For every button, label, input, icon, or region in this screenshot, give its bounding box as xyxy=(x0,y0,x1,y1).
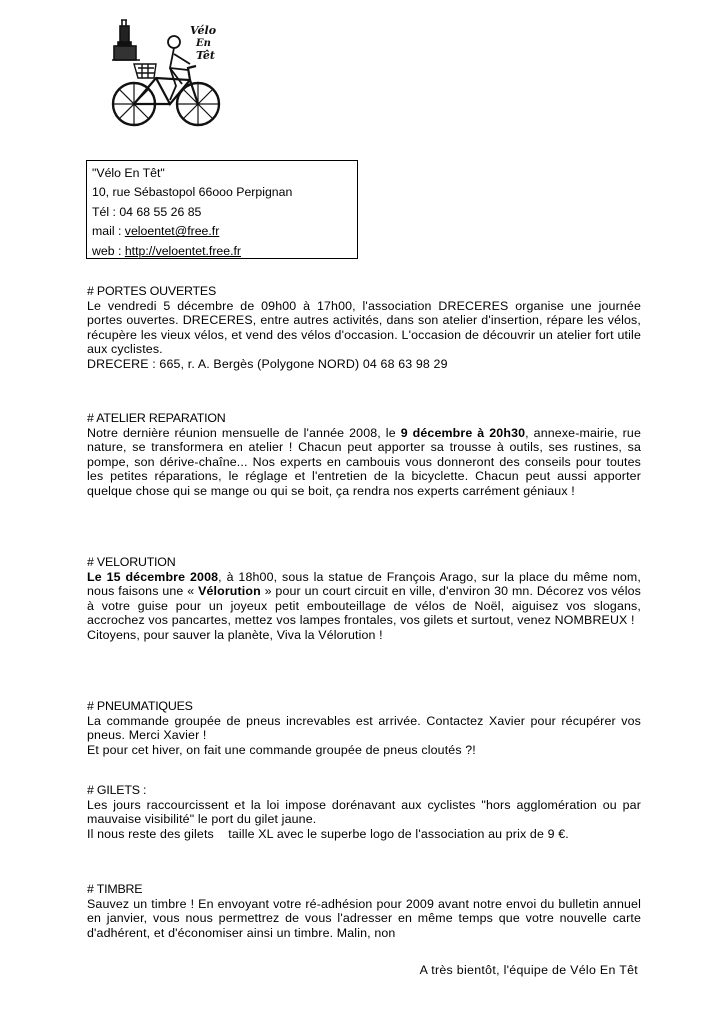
text-run: , à 18h00, sous la statue de François Arago, sur la place du même nom, nous faisons une « xyxy=(87,569,641,599)
date-highlight: 9 décembre à 20h30 xyxy=(400,425,526,440)
section-paragraph: Il nous reste des gilets taille XL avec le superbe logo de l'association au prix de 9 €. xyxy=(87,826,569,841)
section-heading: # ATELIER REPARATION xyxy=(87,411,226,425)
section-paragraph xyxy=(87,570,641,628)
section-heading: # VELORUTION xyxy=(87,555,176,569)
contact-web xyxy=(92,242,357,261)
web-label: web : xyxy=(92,243,125,258)
section-paragraph: Et pour cet hiver, on fait une commande groupée de pneus cloutés ?! xyxy=(87,742,476,757)
section-paragraph: Le vendredi 5 décembre de 09h00 à 17h00, l'association DRECERES organise une journée portes ouvertes. DRECERES, entre autres activités, dans son atelier d'insertion, répare les vélos, récupère les vieux vélos, et vend des vélos d'occasion. L'occasion de découvrir un atelier fort utile aux cyclistes. xyxy=(87,298,641,357)
logo-word-en: En xyxy=(196,38,211,49)
event-name: Vélorution xyxy=(198,584,261,599)
text-run: » pour un court circuit en ville, d'environ 30 mn. Décorez vos vélos à votre guise pour un joyeux petit embouteillage de vélos de Noël, aiguisez vos slogans, accrochez vos pancartes, mettez vos lampes frontales, vos gilets et surtout, venez NOMBREUX ! xyxy=(87,584,641,628)
section-paragraph: La commande groupée de pneus increvables est arrivée. Contactez Xavier pour récupérer vos pneus. Merci Xavier ! xyxy=(87,713,641,743)
closing-signature: A très bientôt, l'équipe de Vélo En Têt xyxy=(419,963,638,977)
text-run: Notre dernière réunion mensuelle de l'année 2008, le xyxy=(87,425,401,440)
mail-link[interactable]: veloentet@free.fr xyxy=(124,224,220,239)
section-paragraph: Citoyens, pour sauver la planète, Viva la Vélorution ! xyxy=(87,627,383,642)
section-atelier-reparation xyxy=(87,411,641,499)
section-heading: # PNEUMATIQUES xyxy=(87,699,193,713)
section-pneumatiques xyxy=(87,699,641,757)
mail-label: mail : xyxy=(92,224,125,239)
section-heading: # PORTES OUVERTES xyxy=(87,284,217,298)
section-heading: # TIMBRE xyxy=(87,882,143,896)
section-paragraph: DRECERE : 665, r. A. Bergès (Polygone NORD) 04 68 63 98 29 xyxy=(87,356,448,371)
section-portes-ouvertes xyxy=(87,284,641,372)
cyclist-logo-icon xyxy=(104,12,234,130)
contact-tel: Tél : 04 68 55 26 85 xyxy=(92,204,202,219)
contact-name: "Vélo En Têt" xyxy=(92,166,165,180)
section-gilets xyxy=(87,783,641,841)
contact-address: 10, rue Sébastopol 66ooo Perpignan xyxy=(92,185,293,200)
section-paragraph: Les jours raccourcissent et la loi impose dorénavant aux cyclistes "hors agglomération ou par mauvaise visibilité" le port du gilet jaune. xyxy=(87,797,641,827)
section-paragraph: Sauvez un timbre ! En envoyant votre ré-adhésion pour 2009 avant notre envoi du bulletin annuel en janvier, vous nous permettrez de vous l'adresser en même temps que votre nouvelle carte d'adhérent, et d'économiser ainsi un timbre. Malin, non xyxy=(87,896,641,940)
contact-box xyxy=(86,160,358,259)
contact-mail xyxy=(92,222,357,241)
text-run: , annexe-mairie, rue nature, se transformera en atelier ! Chacun peut apporter sa trousse à outils, ses rustines, sa pompe, son dérive-chaîne... Nos experts en cambouis vous donneront des conseils pour toutes les petites réparations, le réglage et l'entretien de la bicyclette. Chacun peut aussi apporter quelque chose qui se mange ou qui se boit, ça rendra nos experts carrément géniaux ! xyxy=(87,425,641,498)
web-link[interactable]: http://veloentet.free.fr xyxy=(124,243,242,258)
section-velorution xyxy=(87,555,641,643)
section-heading: # GILETS : xyxy=(87,783,147,797)
section-timbre xyxy=(87,882,641,940)
section-paragraph xyxy=(87,426,641,499)
date-highlight: Le 15 décembre 2008 xyxy=(87,569,219,584)
velo-en-tet-logo xyxy=(104,12,234,130)
logo-word-tet: Têt xyxy=(196,49,216,62)
logo-word-velo: Vélo xyxy=(190,24,217,37)
